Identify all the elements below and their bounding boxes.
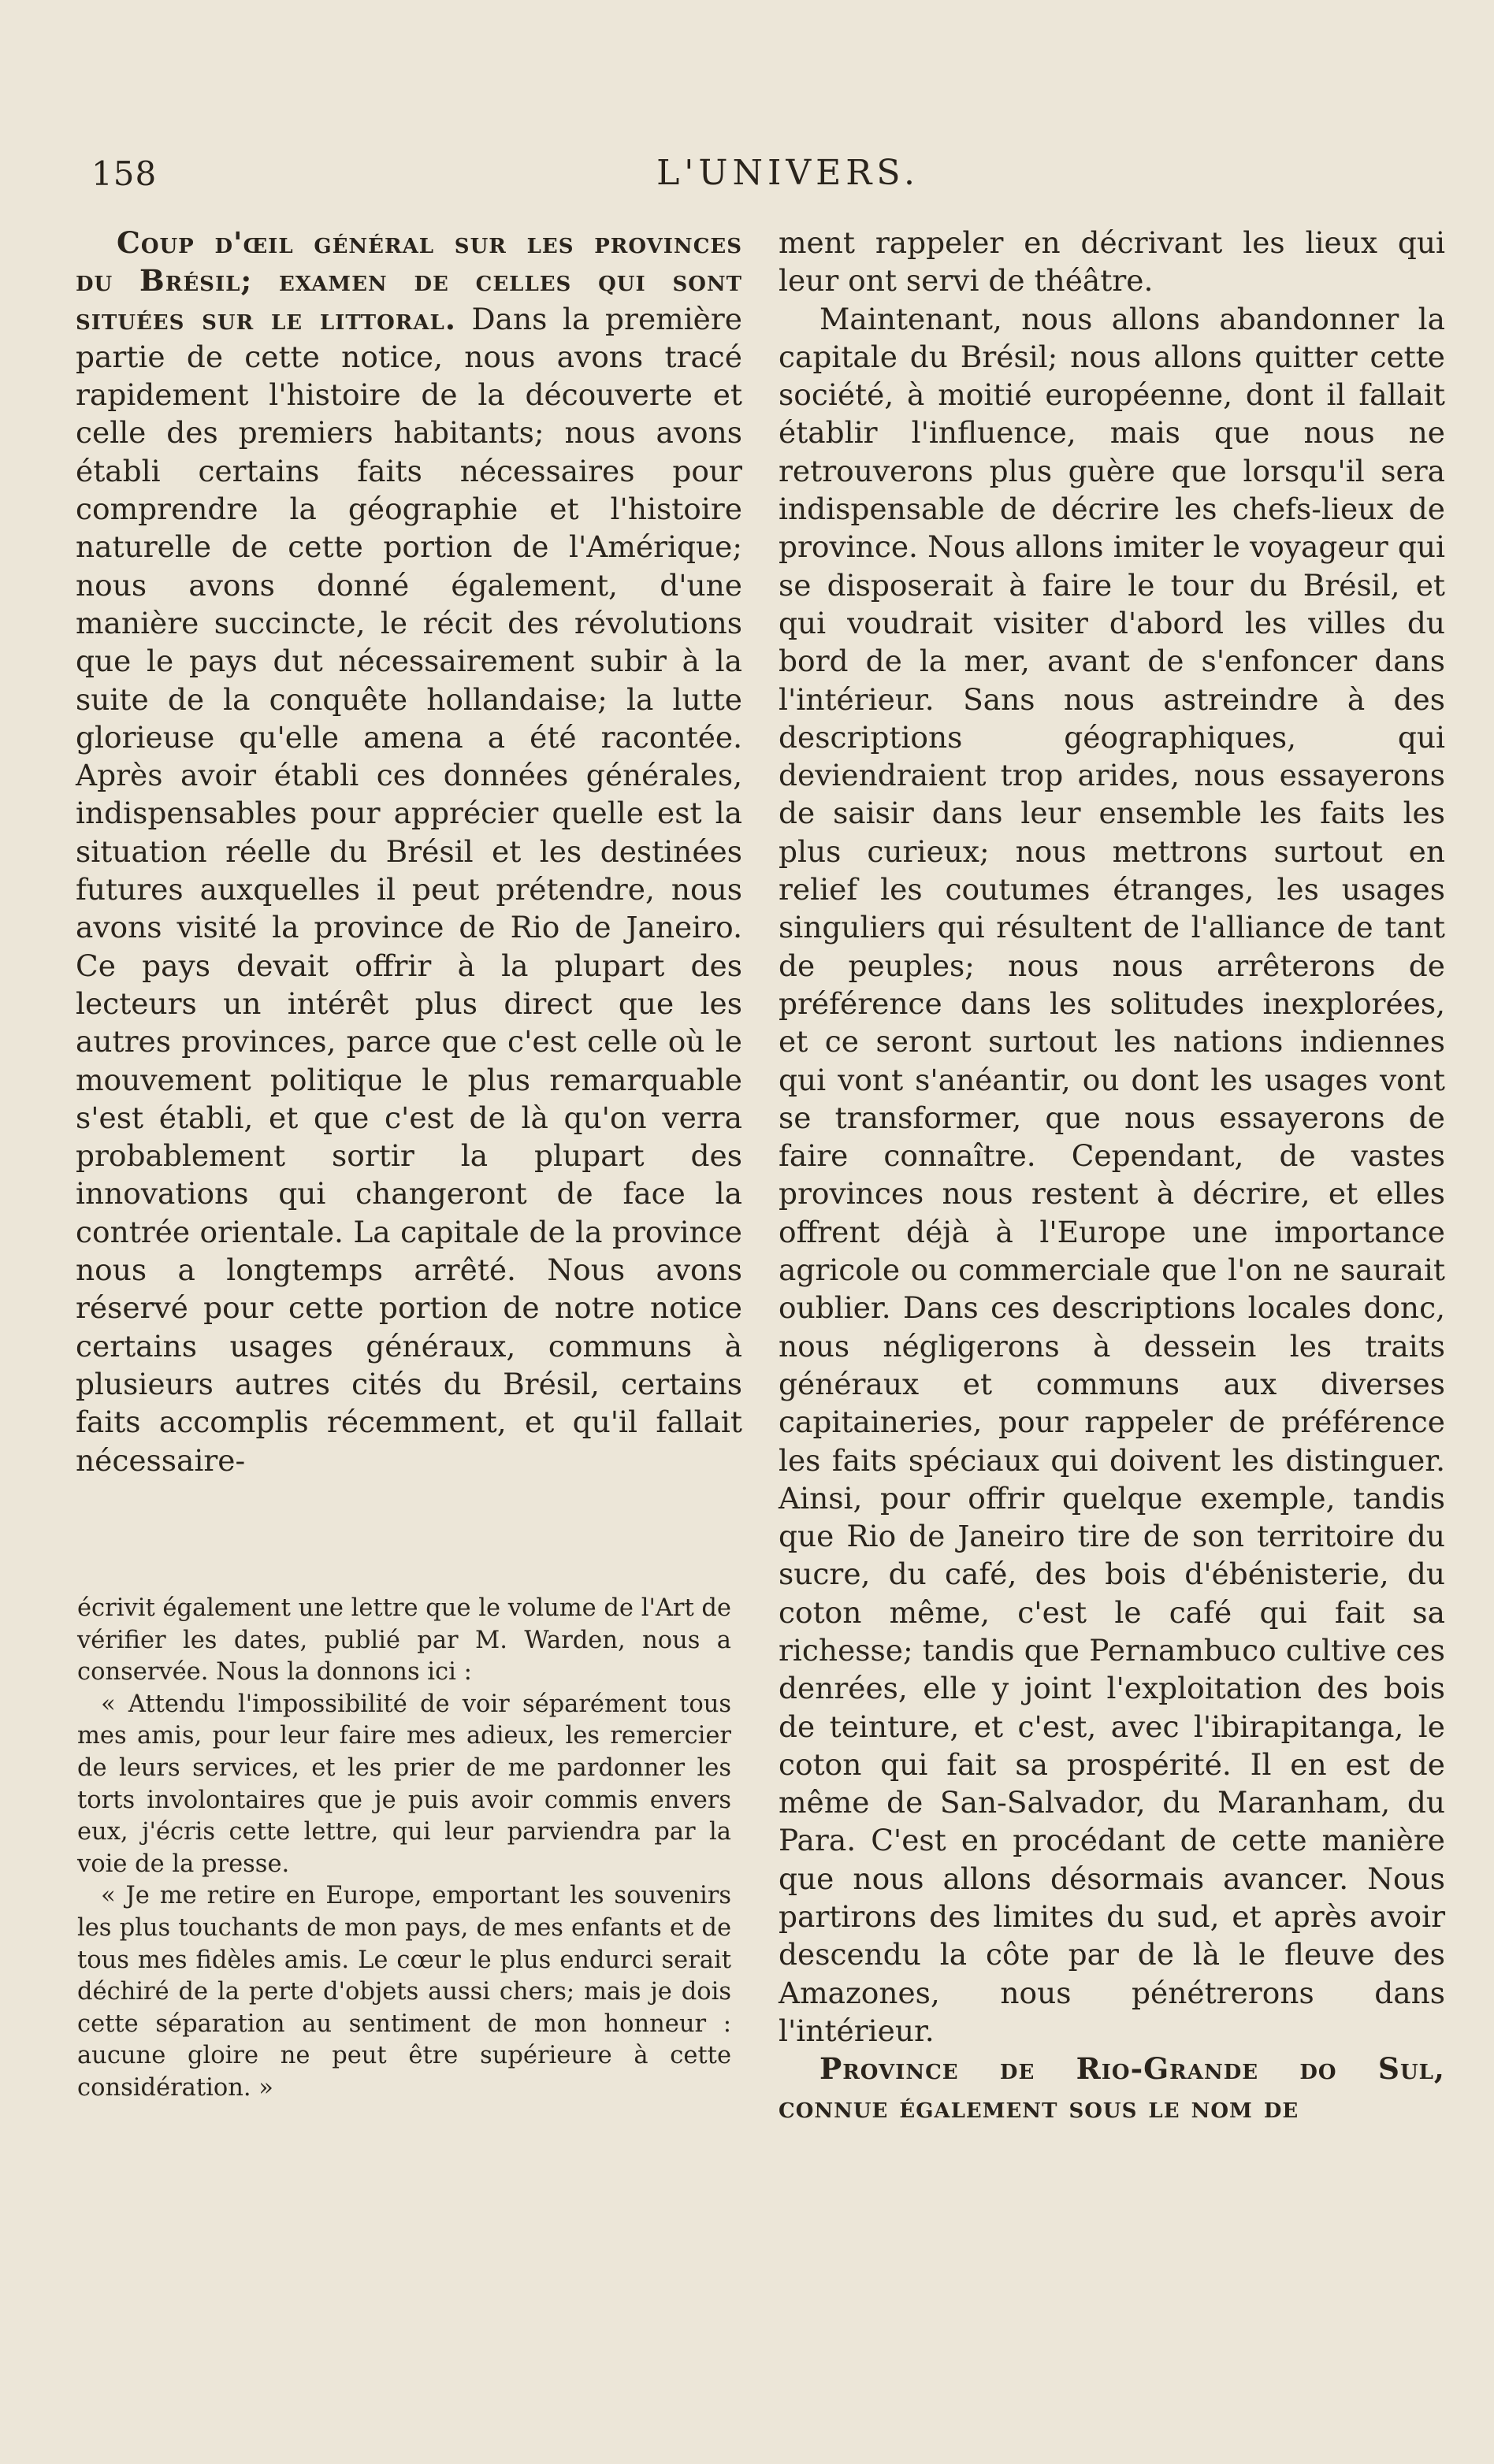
footnote-quote-2: « Je me retire en Europe, emportant les souvenirs les plus touchants de mon pays, de mes enfants et de tous mes fidèles amis. Le cœur le plus endurci serait déchiré de la perte d'objets aussi chers; mais je dois cette séparation au sentiment de mon honneur : aucune gloire ne peut être supérieure à cette considération. » <box>77 1882 731 2102</box>
section-heading-coup-doeil: Coup d'œil général sur les provinces du Brésil; examen de celles qui sont situées sur le littoral. <box>76 225 742 336</box>
right-paragraph-2: Maintenant, nous allons abandonner la capitale du Brésil; nous allons quitter cette société, à moitié européenne, dont il fallait établir l'influence, mais que nous ne retrouverons plus guère que lorsqu'il sera indispensable de décrire les chefs-lieux de province. Nous allons imiter le voyageur qui se disposerait à faire le tour du Brésil, et qui voudrait visiter d'abord les villes du bord de la mer, avant de s'enfoncer dans l'intérieur. Sans nous astreindre à des descriptions géographiques, qui deviendraient trop arides, nous essayerons de saisir dans leur ensemble les faits les plus curieux; nous mettrons surtout en relief les coutumes étranges, les usages singuliers qui résultent de l'alliance de tant de peuples; nous nous arrêterons de préférence dans les solitudes inexplorées, et ce seront surtout les nations indiennes qui vont s'anéantir, ou dont les usages vont se transformer, que nous essayerons de faire connaître. Cependant, de vastes provinces nous restent à décrire, et elles offrent déjà à l'Europe une importance agricole ou commerciale que l'on ne saurait oublier. Dans ces descriptions locales donc, nous négligerons à dessein les traits généraux et communs aux diverses capitaineries, pour rappeler de préférence les faits spéciaux qui doivent les distinguer. Ainsi, pour offrir quelque exemple, tandis que Rio de Janeiro tire de son territoire du sucre, du café, des bois d'ébénisterie, du coton même, c'est le café qui fait sa richesse; tandis que Pernambuco cultive ces denrées, elle y joint l'exploitation des bois de teinture, et c'est, avec l'ibirapitanga, le coton qui fait sa prospérité. Il en est de même de San-Salvador, du Maranham, du Para. C'est en procédant de cette manière que nous allons désormais avancer. Nous partirons des limites du sud, et après avoir descendu la côte par de là le fleuve des Amazones, nous pénétrerons dans l'intérieur. <box>779 301 1445 2048</box>
left-paragraph <box>76 224 742 1479</box>
running-head: L'UNIVERS. <box>656 153 920 193</box>
footnote <box>77 1593 731 2105</box>
page-number: 158 <box>91 154 158 193</box>
section-heading-rio-grande: Province de Rio-Grande do Sul, connue également sous le nom de <box>779 2051 1445 2124</box>
footnote-intro: écrivit également une lettre que le volume de l'Art de vérifier les dates, publié par M. Warden, nous a conservée. Nous la donnons ici : <box>77 1594 731 1687</box>
right-column <box>779 224 1445 2126</box>
left-column <box>76 224 742 1479</box>
right-paragraph-1: ment rappeler en décrivant les lieux qui leur ont servi de théâtre. <box>779 225 1445 299</box>
left-body-text: Dans la première partie de cette notice, nous avons tracé rapidement l'histoire de la découverte et celle des premiers habitants; nous avons établi certains faits nécessaires pour comprendre la géographie et l'histoire naturelle de cette portion de l'Amérique; nous avons donné également, d'une manière succincte, le récit des révolutions que le pays dut nécessairement subir à la suite de la conquête hollandaise; la lutte glorieuse qu'elle amena a été racontée. Après avoir établi ces données générales, indispensables pour apprécier quelle est la situation réelle du Brésil et les destinées futures auxquelles il peut prétendre, nous avons visité la province de Rio de Janeiro. Ce pays devait offrir à la plupart des lecteurs un intérêt plus direct que les autres provinces, parce que c'est celle où le mouvement politique le plus remarquable s'est établi, et que c'est de là qu'on verra probablement sortir la plupart des innovations qui changeront de face la contrée orientale. La capitale de la province nous a longtemps arrêté. Nous avons réservé pour cette portion de notre notice certains usages généraux, communs à plusieurs autres cités du Brésil, certains faits accomplis récemment, et qu'il fallait nécessaire- <box>76 301 742 1478</box>
footnote-quote-1: « Attendu l'impossibilité de voir séparément tous mes amis, pour leur faire mes adieux, les remercier de leurs services, et les prier de me pardonner les torts involontaires que je puis avoir commis envers eux, j'écris cette lettre, qui leur parviendra par la voie de la presse. <box>77 1690 731 1878</box>
